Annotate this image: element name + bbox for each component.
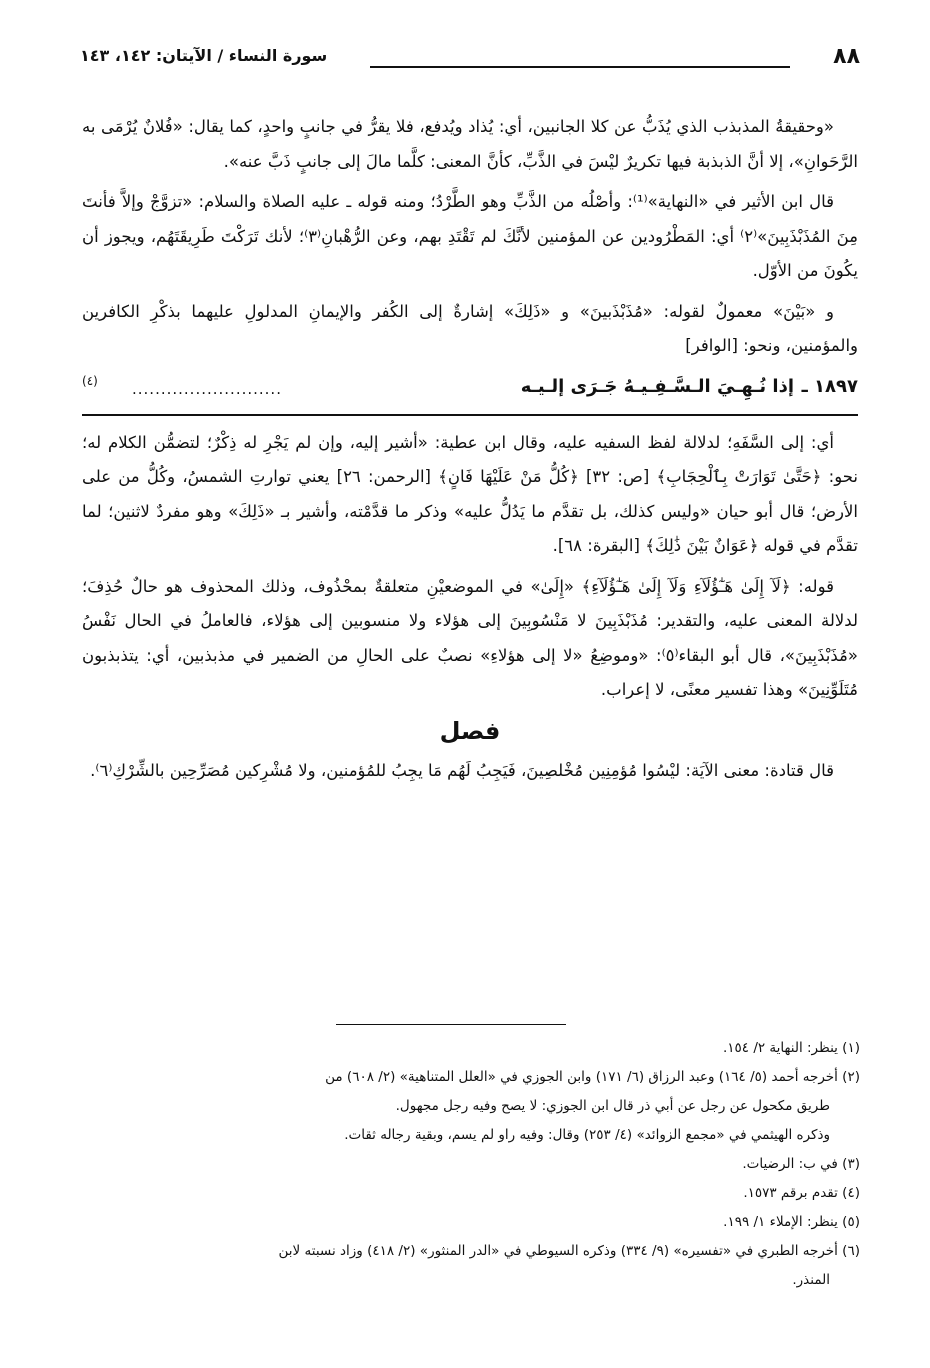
footnote: [82, 1237, 860, 1295]
verse-number: ١٨٩٧ ـ: [801, 375, 858, 397]
section-heading: فصل: [439, 716, 501, 745]
footnote: [82, 1063, 860, 1150]
footnote-line: المنذر.: [792, 1272, 830, 1288]
paragraph: «وحقيقةُ المذبذب الذي يُذَبُّ عن كلا الجانبين، أي: يُذاد ويُدفع، فلا يقرُّ في جانبٍ واحدٍ، كما يقال: «فُلانٌ يُرْمَى به الرَّحَوانِ»، إلا أنَّ الذبذبة فيها تكريرٌ ليْسَ في الذَّبِّ، كأنَّ المعنى: كلَّما مالَ إلى جانبٍ ذَبَّ عنه».: [82, 117, 858, 171]
footnote-line: (٤) تقدم برقم ١٥٧٣.: [743, 1185, 860, 1201]
footnote-line: وذكره الهيثمي في «مجمع الزوائد» (٤/ ٢٥٣) وقال: وفيه راو لم يسم، وبقية رجاله ثقات.: [344, 1127, 830, 1143]
footnote-line: (٥) ينظر: الإملاء ١/ ١٩٩.: [723, 1214, 860, 1230]
footnote: [82, 1208, 860, 1237]
header-rule: [370, 66, 790, 68]
paragraph: و «بَيْنَ» معمولٌ لقوله: «مُذَبْذَبينَ» و «ذَلِكَ» إشارةٌ إلى الكُفر والإيمانِ المدلولِ عليهما بذكْرِ الكافرين والمؤمنين، ونحو: [الوافر]: [82, 301, 858, 355]
paragraph: قوله: ﴿لَآ إِلَىٰ هَـٰٓؤُلَآءِ وَلَآ إِلَىٰ هَـٰٓؤُلَآءِ﴾ «إِلَىٰ» في الموضعيْنِ متعلقةٌ بمحْذُوف، وذلك المحذوف هو حالٌ حُذِفَ؛ لدلالة المعنى عليه، والتقدير: مُذَبْذَبِينَ لا مَنْسُوبِينَ إلى هؤلاء ولا منسوبين إلى هؤلاء، فالعاملُ في الحال نَفْسُ «مُذَبْذَبِينَ»، قال أبو البقاء⁽٥⁾: «وموضِعُ «لا إلى هؤلاءِ» نصبٌ على الحالِ من الضمير في مذبذبين، أي: يتذبذبون مُتَلَوِّنِينَ» وهذا تفسير معنًى، لا إعراب.: [82, 576, 858, 699]
verse-footnote-ref: (٤): [82, 373, 98, 388]
running-title: سورة النساء / الآيتان: ١٤٢، ١٤٣: [80, 46, 328, 65]
paragraph: قال قتادة: معنى الآيَة: ليْسُوا مُؤمِنِين مُخْلصِينَ، فَيَجِبُ لَهُم مَا يجِبُ للمُؤمنين، ولا مُشْرِكين مُصَرِّحِين بالشِّرْكِ⁽٦⁾.: [90, 761, 834, 780]
paragraph: قال ابن الأثير في «النهاية»⁽¹⁾: وأصْلُه من الذَّبِّ وهو الطَّرْدُ؛ ومنه قوله ـ عليه الصلاة والسلام: «تزوَّجْ وإلاَّ فأنتَ مِنَ المُذَبْذَبِينَ»⁽٢⁾ أي: المَطْرُودين عن المؤمنين لأنَّكَ لم تَقْتَدِ بهم، وعن الرُّهْبانِ⁽٣⁾؛ لأنك تَرَكْتَ طَرِيقَتَهُم، ويجوز أن يكُونَ من الأوّل.: [82, 192, 858, 280]
footnote-line: (٦) أخرجه الطبري في «تفسيره» (٩/ ٣٣٤) وذكره السيوطي في «الدر المنثور» (٢/ ٤١٨) وزاد نسبته لابن: [278, 1243, 860, 1259]
verse-dots: ..........................: [132, 379, 282, 398]
footnote: [82, 1150, 860, 1179]
verse-text: إذا نُـهِـيَ الـسَّـفِـيـهُ جَـرَى إلـيـه: [520, 375, 794, 397]
main-text: [82, 110, 858, 795]
footnote-line: (٢) أخرجه أحمد (٥/ ١٦٤) وعبد الرزاق (٦/ ١٧١) وابن الجوزي في «العلل المتناهية» (٢/ ٦٠٨) من: [325, 1069, 860, 1085]
page-header: [80, 40, 860, 76]
footnote-line: طريق مكحول عن رجل عن أبي ذر قال ابن الجوزي: لا يصح وفيه رجل مجهول.: [395, 1098, 830, 1114]
footnote: [82, 1179, 860, 1208]
verse-rule: [82, 414, 858, 416]
footnote: [82, 1034, 860, 1063]
footnotes: [82, 1034, 860, 1295]
footnote-separator: [336, 1024, 566, 1025]
page-number: ٨٨: [833, 44, 860, 69]
paragraph: أي: إلى السَّفَهِ؛ لدلالة لفظ السفيه عليه، وقال ابن عطية: «أشير إليه، وإن لم يَجْرِ له ذِكْرٌ؛ لتضمُّن الكلام له؛ نحو: ﴿حَتَّىٰ تَوَارَتْ بِٱلْحِجَابِ﴾ [ص: ٣٢] ﴿كُلُّ مَنْ عَلَيْهَا فَانٍ﴾ [الرحمن: ٢٦] يعني توارتِ الشمسُ، وكُلُّ من على الأرض؛ قال أبو حيان «وليس كذلك، بل تقدَّم ما يَدُلُّ عليه» وذكر ما قدَّمْته، وأشير بـ «ذَلِكَ» وهو مفردٌ لاثنين؛ لما تقدَّم في قوله ﴿عَوَانٌ بَيْنَ ذَٰلِكَ﴾ [البقرة: ٦٨].: [82, 432, 858, 555]
footnote-line: (١) ينظر: النهاية ٢/ ١٥٤.: [722, 1040, 860, 1056]
poetry-verse: [82, 370, 858, 408]
footnote-line: (٣) في ب: الرضيات.: [742, 1156, 860, 1172]
